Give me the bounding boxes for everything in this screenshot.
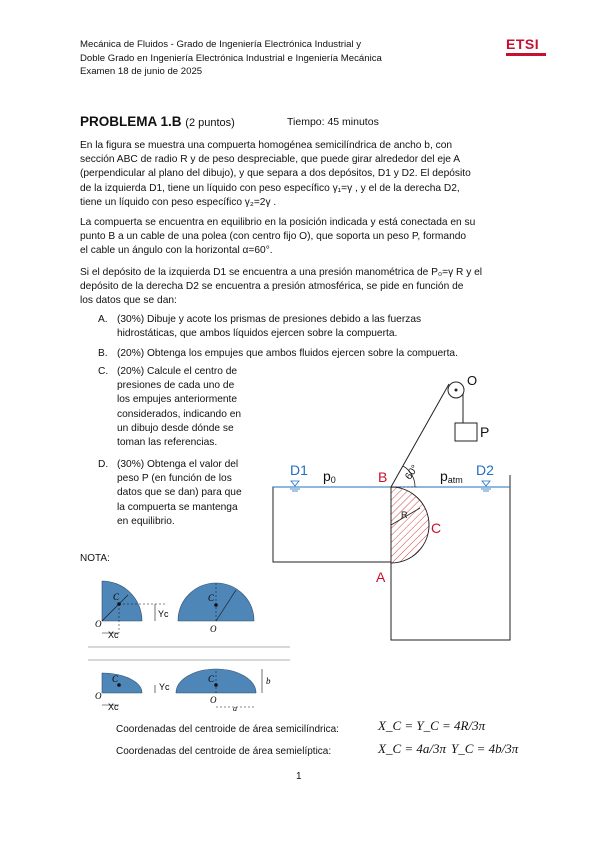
header-line-1: Mecánica de Fluidos - Grado de Ingeniería Electrónica Industrial y [80, 39, 362, 50]
text-line: datos que se dan) para que [117, 487, 242, 499]
coord-semielliptical-label: Coordenadas del centroide de área semielíptica: [116, 746, 332, 757]
text-line: depósito de la derecha D2 se encuentra a presión atmosférica, se pide en función de [80, 281, 464, 293]
text-line: los datos que se dan: [80, 295, 177, 307]
label-xc: Xc [108, 702, 119, 712]
label-r: R [401, 510, 408, 520]
label-b: b [266, 676, 271, 686]
water-level-marker-right [481, 481, 491, 491]
text-line: (30%) Obtenga el valor del [117, 459, 239, 470]
label-c: C [208, 674, 215, 684]
text-line: peso P (en función de los [117, 473, 232, 485]
tank-d1 [273, 487, 391, 562]
label-yc: Yc [158, 609, 169, 619]
label-patm: patm [440, 468, 463, 485]
exam-header [80, 38, 382, 79]
coord-semicylindrical-formula: X_C = Y_C = 4R/3π [378, 718, 486, 733]
question-a [98, 313, 520, 341]
label-angle: 60° [403, 463, 421, 482]
text-line: (30%) Dibuje y acote los prismas de presiones debido a las fuerzas [117, 314, 422, 325]
label-p: P [480, 424, 490, 440]
text-line: los empujes anteriormente [117, 394, 238, 406]
water-level-marker-left [290, 481, 300, 491]
label-p0: p0 [323, 468, 336, 485]
label-o: O [210, 624, 217, 634]
problem-title [80, 114, 235, 129]
logo-text: ETSI [506, 36, 540, 52]
label-xc: Xc [108, 630, 119, 640]
question-label: D. [98, 459, 109, 470]
etsi-logo [506, 36, 546, 64]
text-line: presiones de cada uno de [117, 380, 235, 392]
label-b: B [378, 469, 388, 485]
weight-box [455, 423, 477, 441]
text-line: hidrostáticas, que ambos líquidos ejercen sobre la compuerta. [117, 328, 398, 340]
text-line: la compuerta se mantenga [117, 501, 238, 513]
question-d [98, 458, 262, 529]
question-label: B. [98, 348, 108, 359]
text-line: (20%) Calcule el centro de [117, 366, 238, 377]
quarter-ellipse-shape [102, 673, 142, 693]
statement-paragraph-2 [80, 216, 520, 259]
text-line: un dibujo desde dónde se [117, 422, 234, 434]
problem-heading: PROBLEMA 1.B [80, 114, 182, 129]
text-line: punto B a un cable de una polea (con centro fijo O), que soporta un peso P, formando [80, 231, 467, 243]
label-o: O [210, 695, 217, 705]
nota-figures [85, 565, 295, 715]
text-line: de la izquierda D1, tiene un líquido con peso específico γ₁=γ , y el de la derecha D2, [80, 182, 460, 194]
problem-points: (2 puntos) [185, 117, 235, 129]
text-line: tiene un líquido con peso específico γ₂=2γ . [80, 196, 277, 208]
label-c: C [431, 520, 442, 536]
label-o: O [467, 373, 478, 388]
page-number: 1 [296, 771, 302, 782]
text-line: Si el depósito de la izquierda D1 se encuentra a una presión manométrica de P₀=γ R y el [80, 267, 483, 278]
gate-figure [265, 368, 525, 648]
label-a: A [376, 569, 386, 585]
text-line: La compuerta se encuentra en equilibrio en la posición indicada y está conectada en su [80, 217, 476, 228]
label-c: C [113, 592, 120, 602]
label-c: C [208, 593, 215, 603]
text-line: en equilibrio. [117, 515, 175, 527]
pulley-center [455, 389, 458, 392]
question-label: C. [98, 366, 109, 377]
label-o: O [95, 691, 102, 701]
text-line: sección ABC de radio R y de peso despreciable, que puede girar alrededor del eje A [80, 154, 461, 166]
label-o: O [95, 619, 102, 629]
text-line: En la figura se muestra una compuerta homogénea semicilíndrica de ancho b, con [80, 140, 453, 151]
time-limit: Tiempo: 45 minutos [287, 116, 379, 128]
text-line: (20%) Obtenga los empujes que ambos fluidos ejercen sobre la compuerta. [117, 348, 458, 359]
question-b [98, 347, 520, 361]
label-d1: D1 [290, 462, 308, 478]
text-line: considerados, indicando en [117, 408, 242, 420]
semicylindrical-gate [391, 487, 429, 563]
coord-semielliptical-formula-x: X_C = 4a/3π [378, 741, 447, 756]
label-a: a [233, 704, 237, 713]
question-c [98, 365, 262, 450]
header-line-2: Doble Grado en Ingeniería Electrónica Industrial e Ingeniería Mecánica [80, 52, 382, 64]
statement-paragraph-1 [80, 139, 520, 210]
nota-title: NOTA: [80, 553, 110, 564]
text-line: toman las referencias. [117, 437, 218, 449]
text-line: el cable un ángulo con la horizontal α=60°. [80, 245, 273, 257]
label-c: C [112, 674, 119, 684]
label-yc: Yc [159, 682, 170, 692]
header-line-3: Examen 18 de junio de 2025 [80, 66, 203, 78]
statement-paragraph-3 [80, 266, 520, 309]
logo-bar [506, 53, 546, 56]
text-line: (perpendicular al plano del dibujo), y que separa a dos depósitos, D1 y D2. El depósito [80, 168, 471, 180]
coord-semielliptical-formula-y: Y_C = 4b/3π [451, 741, 519, 756]
question-label: A. [98, 314, 108, 325]
coord-semicylindrical-label: Coordenadas del centroide de área semicilíndrica: [116, 724, 339, 735]
label-d2: D2 [476, 462, 494, 478]
